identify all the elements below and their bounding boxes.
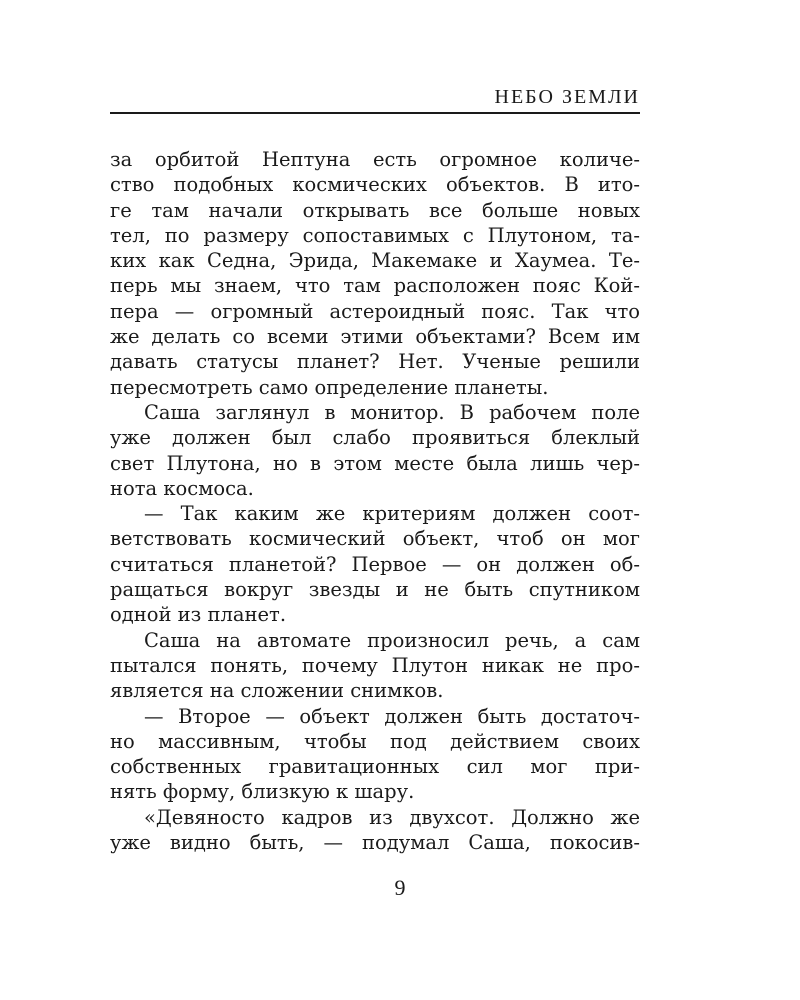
text-line: нота космоса. xyxy=(110,476,254,500)
running-head xyxy=(110,80,640,114)
text-line: пытался понять, почему Плутон никак не про- xyxy=(110,653,640,677)
page-number: 9 xyxy=(394,875,406,900)
text-line: ращаться вокруг звезды и не быть спутником xyxy=(110,578,640,602)
text-line: уже видно быть, — подумал Саша, покосив- xyxy=(110,831,640,855)
text-line: одной из планет. xyxy=(110,603,287,627)
text-line: является на сложении снимков. xyxy=(110,679,444,703)
text-line: ге там начали открывать все больше новых xyxy=(110,198,640,222)
text-line: перь мы знаем, что там расположен пояс Кой- xyxy=(110,274,640,298)
text-line: считаться планетой? Первое — он должен об- xyxy=(110,552,640,576)
text-line: тел, по размеру сопоставимых с Плутоном, та- xyxy=(110,223,640,247)
text-line: Саша заглянул в монитор. В рабочем поле xyxy=(144,400,640,424)
text-line: пера — огромный астероидный пояс. Так что xyxy=(110,299,640,323)
text-line: «Девяносто кадров из двухсот. Должно же xyxy=(144,805,640,829)
text-line: собственных гравитационных сил мог при- xyxy=(110,755,640,779)
text-line: же делать со всеми этими объектами? Всем им xyxy=(110,325,640,349)
text-line: пересмотреть само определение планеты. xyxy=(110,375,549,399)
text-line: но массивным, чтобы под действием своих xyxy=(110,729,640,753)
text-line: ство подобных космических объектов. В ито- xyxy=(110,173,640,197)
body-text xyxy=(110,147,640,855)
text-line: — Так каким же критериям должен соот- xyxy=(144,502,640,526)
text-line: Саша на автомате произносил речь, а сам xyxy=(144,628,640,652)
text-line: уже должен был слабо проявиться блеклый xyxy=(110,426,640,450)
text-line: — Второе — объект должен быть достаточ- xyxy=(144,704,640,728)
running-head-title: НЕБО ЗЕМЛИ xyxy=(494,86,640,108)
text-line: давать статусы планет? Нет. Ученые решили xyxy=(110,350,640,374)
text-line: свет Плутона, но в этом месте была лишь чер- xyxy=(110,451,640,475)
text-line: ветствовать космический объект, чтоб он мог xyxy=(110,527,640,551)
text-line: за орбитой Нептуна есть огромное количе- xyxy=(110,148,640,171)
text-line: нять форму, близкую к шару. xyxy=(110,780,415,804)
text-line: ких как Седна, Эрида, Макемаке и Хаумеа. Те- xyxy=(110,249,640,273)
